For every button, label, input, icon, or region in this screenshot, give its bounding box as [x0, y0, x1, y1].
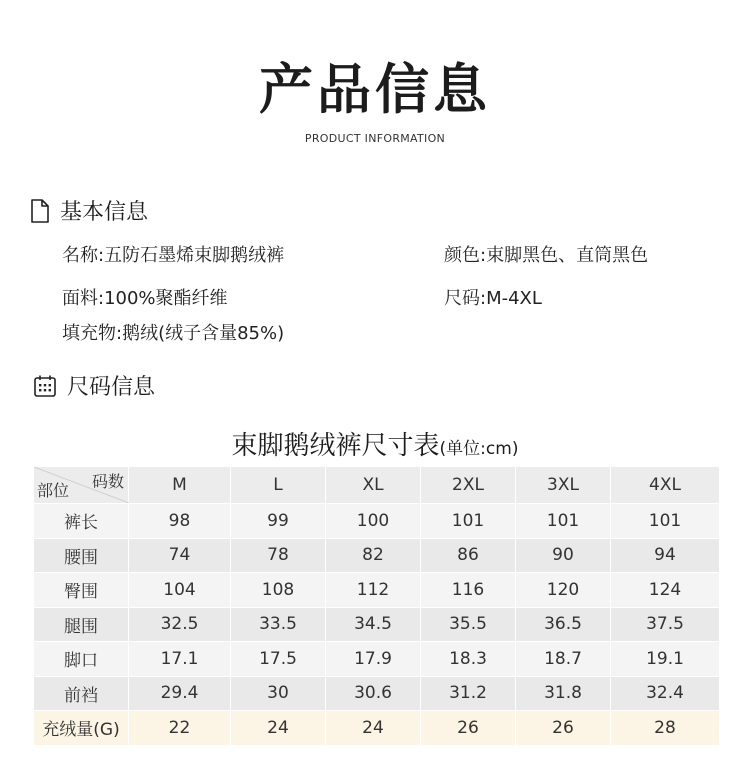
table-cell: 116 [421, 573, 516, 608]
page-title: 产品信息 [259, 58, 491, 121]
size-table-title: 束脚鹅绒裤尺寸表 [231, 431, 440, 461]
row-label: 腰围 [34, 538, 129, 573]
table-row [34, 711, 720, 746]
corner-size-label: 码数 [91, 472, 124, 491]
size-header-xl: XL [326, 467, 421, 504]
basic-info-heading-label: 基本信息 [60, 200, 149, 225]
document-icon [30, 199, 50, 223]
table-row [34, 538, 720, 573]
table-cell: 101 [611, 504, 720, 539]
table-cell: 24 [231, 711, 326, 746]
table-row [34, 676, 720, 711]
table-cell: 74 [129, 538, 231, 573]
table-row [34, 504, 720, 539]
table-cell: 18.7 [516, 642, 611, 677]
row-label: 充绒量(G) [34, 711, 129, 746]
table-row [34, 607, 720, 642]
row-label: 裤长 [34, 504, 129, 539]
table-cell: 99 [231, 504, 326, 539]
table-cell: 32.5 [129, 607, 231, 642]
table-cell: 22 [129, 711, 231, 746]
table-cell: 30.6 [326, 676, 421, 711]
table-cell: 120 [516, 573, 611, 608]
table-cell: 30 [231, 676, 326, 711]
table-cell: 108 [231, 573, 326, 608]
table-cell: 35.5 [421, 607, 516, 642]
table-row [34, 573, 720, 608]
row-label: 腿围 [34, 607, 129, 642]
table-cell: 82 [326, 538, 421, 573]
size-table-caption [0, 425, 750, 462]
size-header-m: M [129, 467, 231, 504]
size-table-header-row [34, 467, 720, 504]
table-cell: 31.2 [421, 676, 516, 711]
product-size-range: 尺码:M-4XL [444, 288, 542, 309]
table-cell: 124 [611, 573, 720, 608]
table-cell: 19.1 [611, 642, 720, 677]
size-header-3xl: 3XL [516, 467, 611, 504]
table-cell: 86 [421, 538, 516, 573]
product-filling: 填充物:鹅绒(绒子含量85%) [62, 323, 285, 344]
corner-part-label: 部位 [37, 481, 70, 500]
table-cell: 78 [231, 538, 326, 573]
page-subtitle: PRODUCT INFORMATION [304, 132, 446, 145]
table-cell: 34.5 [326, 607, 421, 642]
size-header-l: L [231, 467, 326, 504]
product-name: 名称:五防石墨烯束脚鹅绒裤 [62, 245, 285, 266]
table-cell: 37.5 [611, 607, 720, 642]
table-cell: 101 [516, 504, 611, 539]
table-cell: 94 [611, 538, 720, 573]
table-cell: 26 [421, 711, 516, 746]
calendar-icon [33, 374, 57, 398]
size-info-heading-label: 尺码信息 [67, 375, 156, 400]
product-fabric: 面料:100%聚酯纤维 [62, 288, 228, 309]
row-label: 臀围 [34, 573, 129, 608]
size-header-4xl: 4XL [611, 467, 720, 504]
table-cell: 101 [421, 504, 516, 539]
table-cell: 17.9 [326, 642, 421, 677]
table-cell: 28 [611, 711, 720, 746]
table-cell: 26 [516, 711, 611, 746]
row-label: 前裆 [34, 676, 129, 711]
table-cell: 17.1 [129, 642, 231, 677]
size-table-corner-cell [34, 467, 129, 504]
table-cell: 18.3 [421, 642, 516, 677]
table-row [34, 642, 720, 677]
table-cell: 100 [326, 504, 421, 539]
table-cell: 24 [326, 711, 421, 746]
table-cell: 90 [516, 538, 611, 573]
basic-info-heading [30, 195, 148, 226]
table-cell: 32.4 [611, 676, 720, 711]
product-color: 颜色:束脚黑色、直筒黑色 [444, 245, 649, 266]
table-cell: 29.4 [129, 676, 231, 711]
table-cell: 112 [326, 573, 421, 608]
size-info-heading [33, 370, 155, 401]
table-cell: 31.8 [516, 676, 611, 711]
table-cell: 104 [129, 573, 231, 608]
size-table [33, 466, 720, 746]
table-cell: 33.5 [231, 607, 326, 642]
table-cell: 17.5 [231, 642, 326, 677]
row-label: 脚口 [34, 642, 129, 677]
table-cell: 36.5 [516, 607, 611, 642]
size-header-2xl: 2XL [421, 467, 516, 504]
size-table-unit: (单位:cm) [439, 439, 519, 459]
table-cell: 98 [129, 504, 231, 539]
